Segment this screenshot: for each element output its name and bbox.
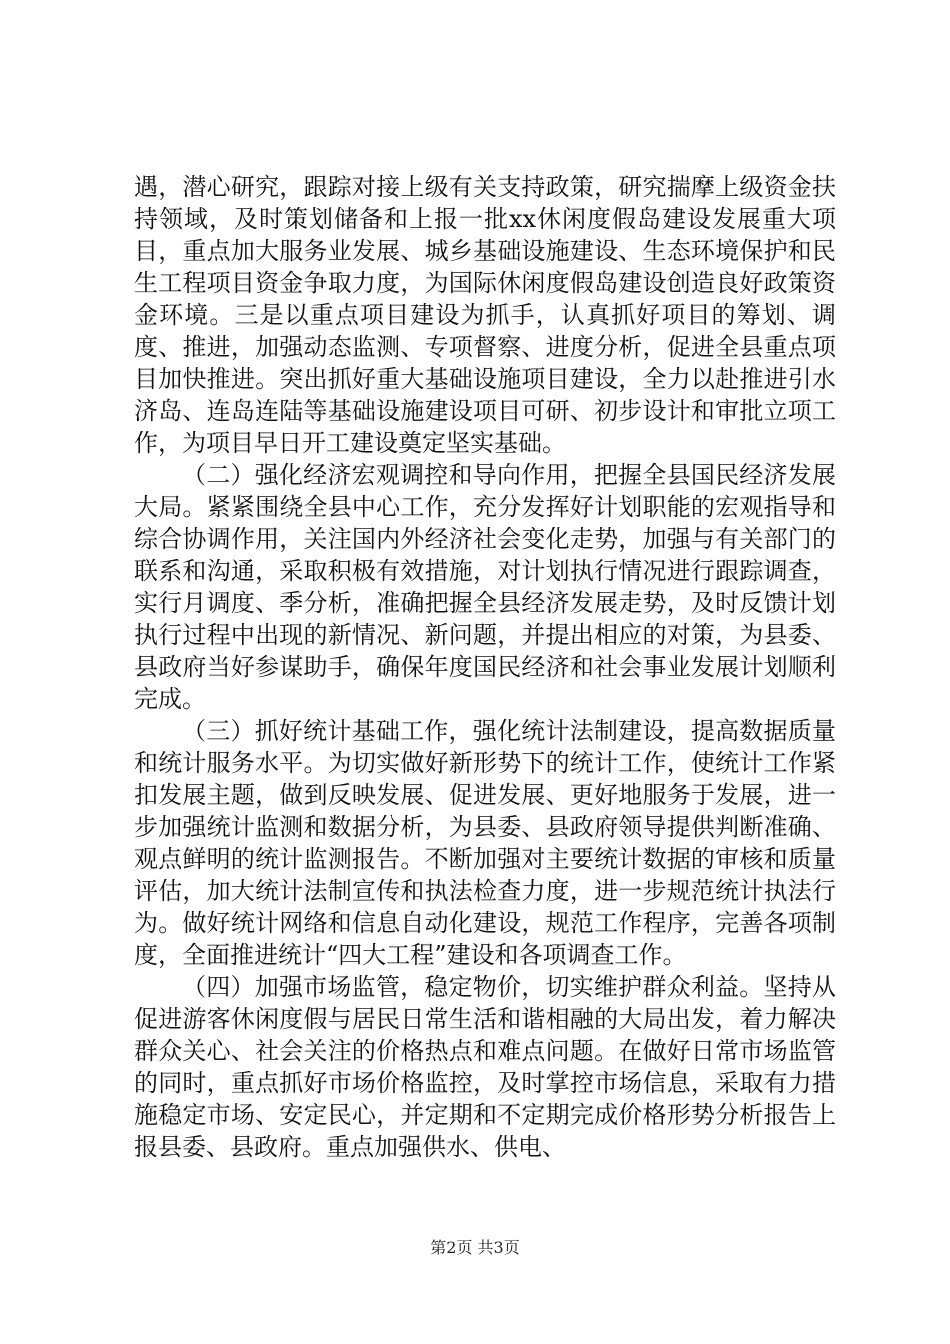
paragraph-2: （二）强化经济宏观调控和导向作用，把握全县国民经济发展大局。紧紧围绕全县中心工作，充分发挥好计划职能的宏观指导和综合协调作用，关注国内外经济社会变化走势，加强与有关部门的联系和沟通，采取积极有效措施，对计划执行情况进行跟踪调查，实行月调度、季分析，准确把握全县经济发展走势，及时反馈计划执行过程中出现的新情况、新问题，并提出相应的对策，为县委、县政府当好参谋助手，确保年度国民经济和社会事业发展计划顺利完成。 (134, 461, 836, 713)
page-footer: 第2页 共3页 (430, 1238, 520, 1257)
paragraph-1: 遇，潜心研究，跟踪对接上级有关支持政策，研究揣摩上级资金扶持领域，及时策划储备和上报一批xx休闲度假岛建设发展重大项目，重点加大服务业发展、城乡基础设施建设、生态环境保护和民生工程项目资金争取力度，为国际休闲度假岛建设创造良好政策资金环境。三是以重点项目建设为抓手，认真抓好项目的筹划、调度、推进，加强动态监测、专项督察、进度分析，促进全县重点项目加快推进。突出抓好重大基础设施项目建设，全力以赴推进引水济岛、连岛连陆等基础设施建设项目可研、初步设计和审批立项工作，为项目早日开工建设奠定坚实基础。 (134, 173, 836, 457)
paragraph-4: （四）加强市场监管，稳定物价，切实维护群众利益。坚持从促进游客休闲度假与居民日常生活和谐相融的大局出发，着力解决群众关心、社会关注的价格热点和难点问题。在做好日常市场监管的同时，重点抓好市场价格监控，及时掌控市场信息，采取有力措施稳定市场、安定民心，并定期和不定期完成价格形势分析报告上报县委、县政府。重点加强供水、供电、 (134, 973, 836, 1161)
document-body (134, 171, 836, 1163)
paragraph-3: （三）抓好统计基础工作，强化统计法制建设，提高数据质量和统计服务水平。为切实做好新形势下的统计工作，使统计工作紧扣发展主题，做到反映发展、促进发展、更好地服务于发展，进一步加强统计监测和数据分析，为县委、县政府领导提供判断准确、观点鲜明的统计监测报告。不断加强对主要统计数据的审核和质量评估，加大统计法制宣传和执法检查力度，进一步规范统计执法行为。做好统计网络和信息自动化建设，规范工作程序，完善各项制度，全面推进统计“四大工程”建设和各项调查工作。 (134, 717, 836, 969)
